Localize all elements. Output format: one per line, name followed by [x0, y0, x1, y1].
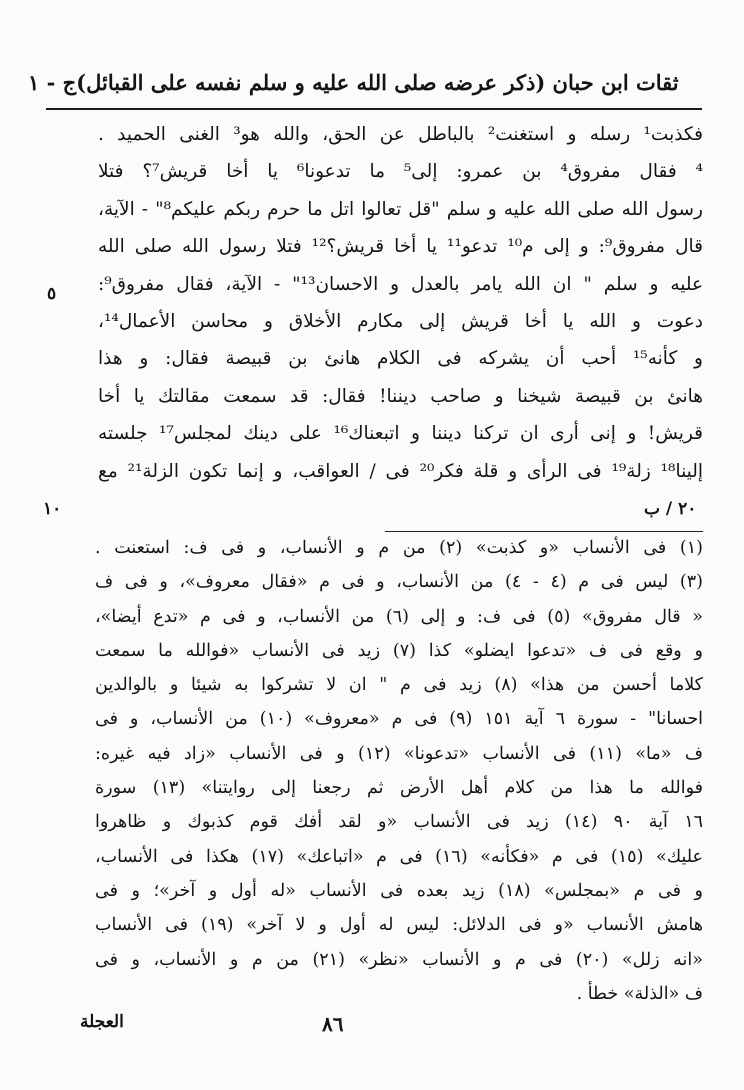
- text-line: قريش! و إنى أرى ان تركنا ديننا و اتبعناك¹⁶ على دينك لمجلس¹⁷ جلسته: [98, 423, 703, 445]
- footnote-line: ف «ما» (١١) فى الأنساب «تدعونا» (١٢) و فى الأنساب «زاد فيه غيره:: [95, 743, 703, 764]
- footnote-line: (١) فى الأنساب «و كذبت» (٢) من م و الأنساب، و فى ف: استعنت .: [95, 538, 703, 558]
- page-number: ٨٦: [322, 1012, 344, 1036]
- text-line: رسول الله صلى الله عليه و سلم "قل تعالوا اتل ما حرم ربكم عليكم⁸" - الآية،: [98, 198, 703, 220]
- footnote-line: « قال مفروق» (٥) فى ف: و إلى (٦) من الأنساب، و فى م «تدع أيضا»،: [95, 606, 703, 627]
- text-line: ⁴ فقال مفروق⁴ بن عمرو: إلى⁵ ما تدعونا⁶ يا أخا قريش⁷؟ فتلا: [98, 161, 703, 183]
- main-text: [98, 116, 703, 490]
- footnotes: [95, 531, 703, 1011]
- footnote-line: و وقع فى ف «تدعوا ايضلو» كذا (٧) زيد فى الأنساب «فوالله ما سمعت: [95, 640, 703, 661]
- footnote-line: ١٦ آية ٩٠ (١٤) زيد فى الأنساب «و لقد أفك قوم كذبوك و ظاهروا: [95, 812, 703, 833]
- header-rule: [46, 108, 702, 110]
- footnote-line: «انه زلل» (٢٠) فى م و الأنساب «نظر» (٢١) من م و الأنساب، و فى: [95, 949, 703, 970]
- margin-line-number-5: ٥: [47, 284, 57, 304]
- text-line: و كأنه¹⁵ أحب أن يشركه فى الكلام هانئ بن قبيصة فقال: و هذا: [98, 348, 703, 370]
- text-line: إلينا¹⁸ زلة¹⁹ فى الرأى و قلة فكر²⁰ فى / العواقب، و إنما تكون الزلة²¹ مع: [98, 460, 703, 482]
- text-line: عليه و سلم " ان الله يامر بالعدل و الاحسان¹³" - الآية، فقال مفروق⁹:: [98, 273, 703, 295]
- text-line: دعوت و الله يا أخا قريش إلى مكارم الأخلاق و محاسن الأعمال¹⁴،: [98, 310, 703, 332]
- text-line: هانئ بن قبيصة شيخنا و صاحب ديننا! فقال: قد سمعت مقالتك يا أخا: [98, 385, 703, 407]
- text-line: فكذبت¹ رسله و استغنت² بالباطل عن الحق، والله هو³ الغنى الحميد .: [98, 124, 703, 145]
- footnote-line: و فى م «بمجلس» (١٨) زيد بعده فى الأنساب «له أول و آخر»؛ و فى: [95, 880, 703, 901]
- footnote-line: ف «الذلة» خطأ .: [576, 983, 703, 1004]
- footnote-line: (٣) ليس فى م (٤ - ٤) من الأنساب، و فى م «فقال معروف»، و فى ف: [95, 572, 703, 593]
- running-header-title: ثقات ابن حبان (ذكر عرضه صلى الله عليه و سلم نفسه على القبائل)ج - ١: [28, 69, 679, 95]
- footnote-line: عليك» (١٥) فى م «فكأنه» (١٦) فى م «اتباعك» (١٧) هكذا فى الأنساب،: [95, 846, 703, 867]
- footnote-line: كلاما أحسن من هذا» (٨) زيد فى م " ان لا تشركوا به شيئا و بالوالدين: [95, 675, 703, 696]
- footnote-line: احسانا" - سورة ٦ آية ١٥١ (٩) فى م «معروف» (١٠) من الأنساب، و فى: [95, 709, 703, 730]
- margin-line-number-10: ١٠: [43, 499, 62, 519]
- printer-signature: العجلة: [80, 1012, 124, 1032]
- margin-folio: ٢٠ / ب: [644, 499, 697, 519]
- text-line: قال مفروق⁹: و إلى م¹⁰ تدعو¹¹ يا أخا قريش؟¹² فتلا رسول الله صلى الله: [98, 236, 703, 258]
- footnote-line: هامش الأنساب «و فى الدلائل: ليس له أول و لا آخر» (١٩) فى الأنساب: [95, 915, 703, 936]
- running-header: [28, 60, 718, 104]
- footnote-line: فوالله ما هذا من كلام أهل الأرض ثم رجعنا إلى روايتنا» (١٣) سورة: [95, 778, 703, 799]
